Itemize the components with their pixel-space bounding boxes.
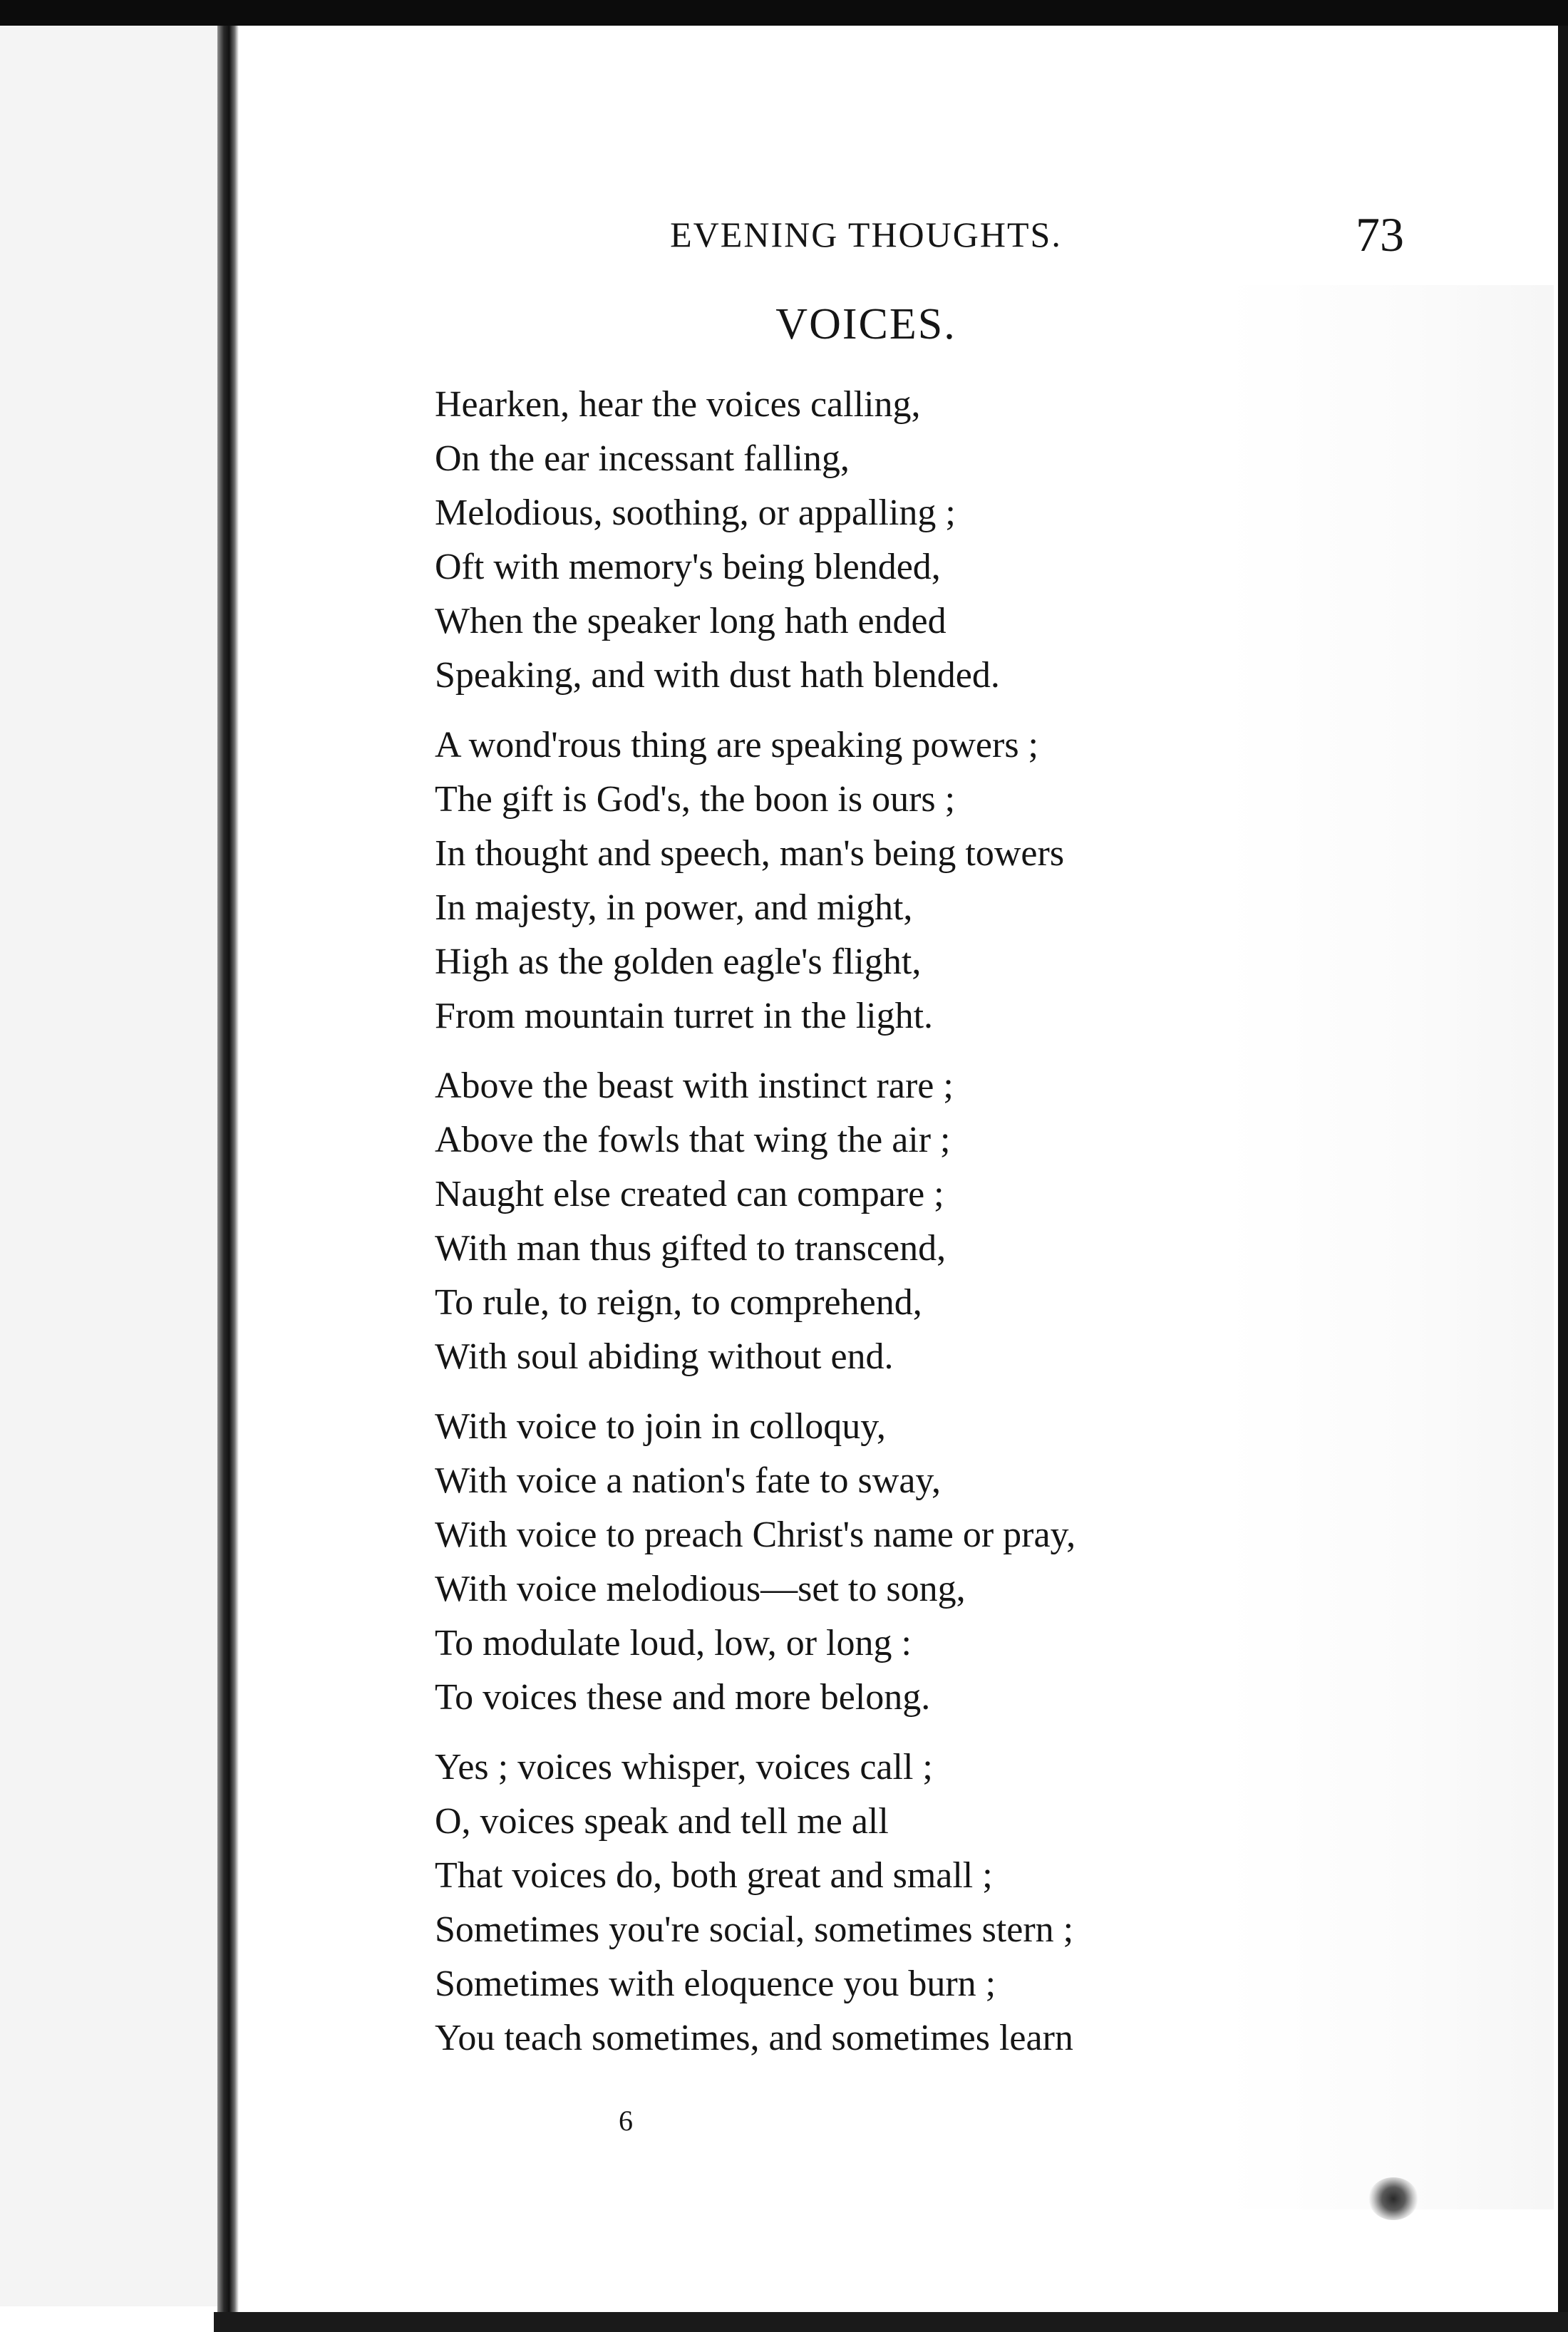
- poem-line: Naught else created can compare ;: [435, 1174, 944, 1214]
- poem-line: To rule, to reign, to comprehend,: [435, 1282, 922, 1323]
- stanza: [435, 1740, 1276, 2065]
- poem-line: With soul abiding without end.: [435, 1336, 894, 1377]
- stanza: [435, 1400, 1276, 1725]
- poem-line: That voices do, both great and small ;: [435, 1855, 993, 1896]
- book-gutter: [217, 26, 239, 2321]
- poem-line: To modulate loud, low, or long :: [435, 1623, 912, 1663]
- poem-line: The gift is God's, the boon is ours ;: [435, 779, 956, 820]
- poem-line: Sometimes with eloquence you burn ;: [435, 1964, 996, 2004]
- poem-line: Melodious, soothing, or appalling ;: [435, 492, 956, 533]
- stanza: [435, 1059, 1276, 1384]
- signature-mark: 6: [619, 2105, 633, 2137]
- poem-line: A wond'rous thing are speaking powers ;: [435, 725, 1039, 765]
- poem-line: Hearken, hear the voices calling,: [435, 384, 921, 425]
- scan-top-border: [0, 0, 1568, 26]
- poem-line: Oft with memory's being blended,: [435, 547, 941, 587]
- page-number: 73: [1356, 207, 1404, 262]
- running-head: EVENING THOUGHTS.: [670, 215, 1062, 254]
- poem-line: With voice a nation's fate to sway,: [435, 1460, 942, 1501]
- poem-line: Speaking, and with dust hath blended.: [435, 655, 1000, 696]
- scan-bottom-border: [214, 2312, 1568, 2332]
- poem-line: With voice to preach Christ's name or pray,: [435, 1515, 1076, 1555]
- poem-line: High as the golden eagle's flight,: [435, 941, 922, 982]
- poem-line: In thought and speech, man's being towers: [435, 833, 1065, 874]
- poem-line: With man thus gifted to transcend,: [435, 1228, 947, 1269]
- poem-line: From mountain turret in the light.: [435, 996, 934, 1036]
- poem-line: In majesty, in power, and might,: [435, 887, 913, 928]
- poem-line: Above the fowls that wing the air ;: [435, 1120, 951, 1160]
- poem-line: With voice melodious—set to song,: [435, 1569, 966, 1609]
- facing-page-edge: [0, 26, 222, 2306]
- ink-smudge: [1368, 2177, 1418, 2220]
- poem-line: You teach sometimes, and sometimes learn: [435, 2018, 1073, 2058]
- poem-line: When the speaker long hath ended: [435, 601, 947, 641]
- poem-line: To voices these and more belong.: [435, 1677, 931, 1718]
- poem-line: Sometimes you're social, sometimes stern ;: [435, 1909, 1074, 1950]
- poem-line: Yes ; voices whisper, voices call ;: [435, 1747, 933, 1787]
- poem-title: VOICES.: [775, 300, 956, 349]
- poem-line: On the ear incessant falling,: [435, 438, 850, 479]
- poem-line: Above the beast with instinct rare ;: [435, 1066, 954, 1106]
- scan-right-border: [1558, 26, 1568, 2332]
- poem-line: With voice to join in colloquy,: [435, 1406, 886, 1447]
- poem-body: [435, 378, 1276, 2081]
- poem-line: O, voices speak and tell me all: [435, 1801, 889, 1842]
- stanza: [435, 718, 1276, 1043]
- stanza: [435, 378, 1276, 703]
